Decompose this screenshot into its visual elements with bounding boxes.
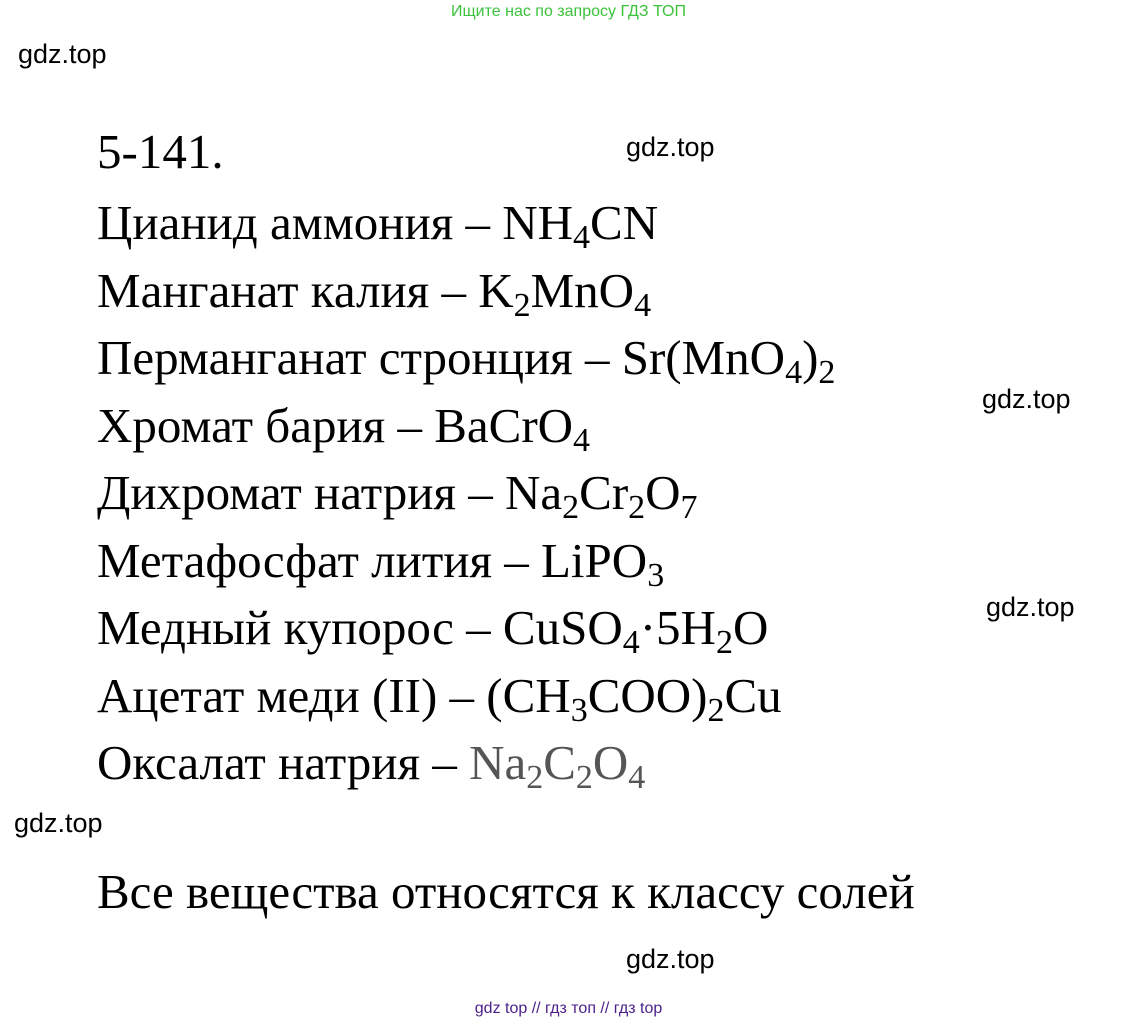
dash-separator: – [456, 465, 506, 520]
formula-part: Cr [579, 465, 629, 520]
formula-subscript: 2 [818, 354, 836, 391]
formula-subscript: 4 [634, 286, 652, 324]
search-hint-banner: Ищите нас по запросу ГДЗ ТОП [451, 3, 686, 20]
formula-subscript: 2 [562, 489, 580, 526]
formula-part: NH [502, 195, 574, 250]
dash-separator: – [385, 397, 435, 453]
formula-part: Na [505, 465, 563, 520]
formula-subscript: 4 [622, 624, 640, 661]
formula-part: ·5H [639, 600, 716, 655]
formula-part: O [592, 735, 629, 790]
formula-part: O [732, 600, 769, 655]
compound-line [97, 666, 782, 729]
formula-subscript: 2 [715, 624, 733, 661]
chemical-formula [502, 195, 659, 256]
formula-part: Cu [724, 667, 782, 723]
formula-subscript: 2 [707, 691, 725, 729]
compound-name: Ацетат меди (II) [97, 667, 438, 723]
compound-line [97, 463, 698, 526]
compound-line [97, 531, 665, 594]
formula-part: O [645, 465, 681, 520]
chemical-formula [621, 330, 836, 391]
compound-name: Цианид аммония [97, 195, 454, 250]
watermark: gdz.top [14, 808, 103, 838]
compound-name: Дихромат натрия [97, 465, 457, 520]
formula-subscript: 7 [680, 489, 698, 526]
chemical-formula [541, 532, 665, 594]
chemical-formula [469, 735, 646, 796]
formula-subscript: 4 [573, 219, 591, 256]
compound-name: Манганат калия [97, 262, 430, 318]
watermark: gdz.top [18, 39, 107, 69]
dash-separator: – [572, 330, 622, 385]
compound-name: Хромат бария [97, 397, 386, 453]
compound-line [97, 396, 591, 459]
formula-part: CuSO [502, 600, 623, 655]
chemical-formula [478, 262, 652, 324]
watermark: gdz.top [626, 944, 715, 974]
dash-separator: – [420, 735, 470, 790]
formula-part: CN [590, 195, 659, 250]
chemical-formula [486, 667, 782, 729]
formula-subscript: 4 [628, 759, 646, 796]
formula-subscript: 4 [573, 421, 591, 459]
conclusion-text: Все вещества относятся к классу солей [97, 864, 915, 919]
formula-part: Sr(MnO [621, 330, 786, 385]
chemical-formula [434, 397, 591, 459]
compound-line [97, 193, 659, 256]
dash-separator: – [429, 262, 479, 318]
compound-line [97, 598, 769, 661]
dash-separator: – [492, 532, 541, 588]
compound-line [97, 328, 836, 391]
formula-part: (CH [486, 667, 571, 723]
formula-part: BaCrO [434, 397, 574, 453]
formula-subscript: 3 [647, 556, 665, 594]
dash-separator: – [437, 667, 487, 723]
compound-name: Медный купорос [97, 600, 454, 655]
formula-part: K [478, 262, 514, 318]
chemical-formula [505, 465, 698, 526]
footer-links: gdz top // гдз топ // гдз top [474, 1000, 663, 1017]
formula-subscript: 2 [628, 489, 646, 526]
formula-subscript: 2 [575, 759, 593, 796]
formula-part: Na [469, 735, 527, 790]
compound-name: Перманганат стронция [97, 330, 573, 385]
formula-part: C [543, 735, 576, 790]
compound-name: Оксалат натрия [97, 735, 421, 790]
formula-part: MnO [530, 262, 635, 318]
formula-subscript: 2 [526, 759, 544, 796]
formula-subscript: 3 [570, 691, 588, 729]
chemical-formula [502, 600, 769, 661]
formula-subscript: 4 [785, 354, 803, 391]
watermark: gdz.top [986, 592, 1075, 622]
formula-part: COO) [587, 667, 708, 723]
dash-separator: – [453, 195, 503, 250]
compound-line [97, 261, 652, 324]
compound-name: Метафосфат лития [97, 532, 492, 588]
dash-separator: – [453, 600, 503, 655]
formula-part: LiPO [541, 532, 648, 588]
formula-part: ) [802, 330, 819, 385]
watermark: gdz.top [982, 384, 1071, 414]
compound-line [97, 733, 646, 796]
problem-number: 5-141. [97, 124, 224, 179]
formula-subscript: 2 [513, 286, 531, 324]
watermark: gdz.top [626, 132, 715, 162]
